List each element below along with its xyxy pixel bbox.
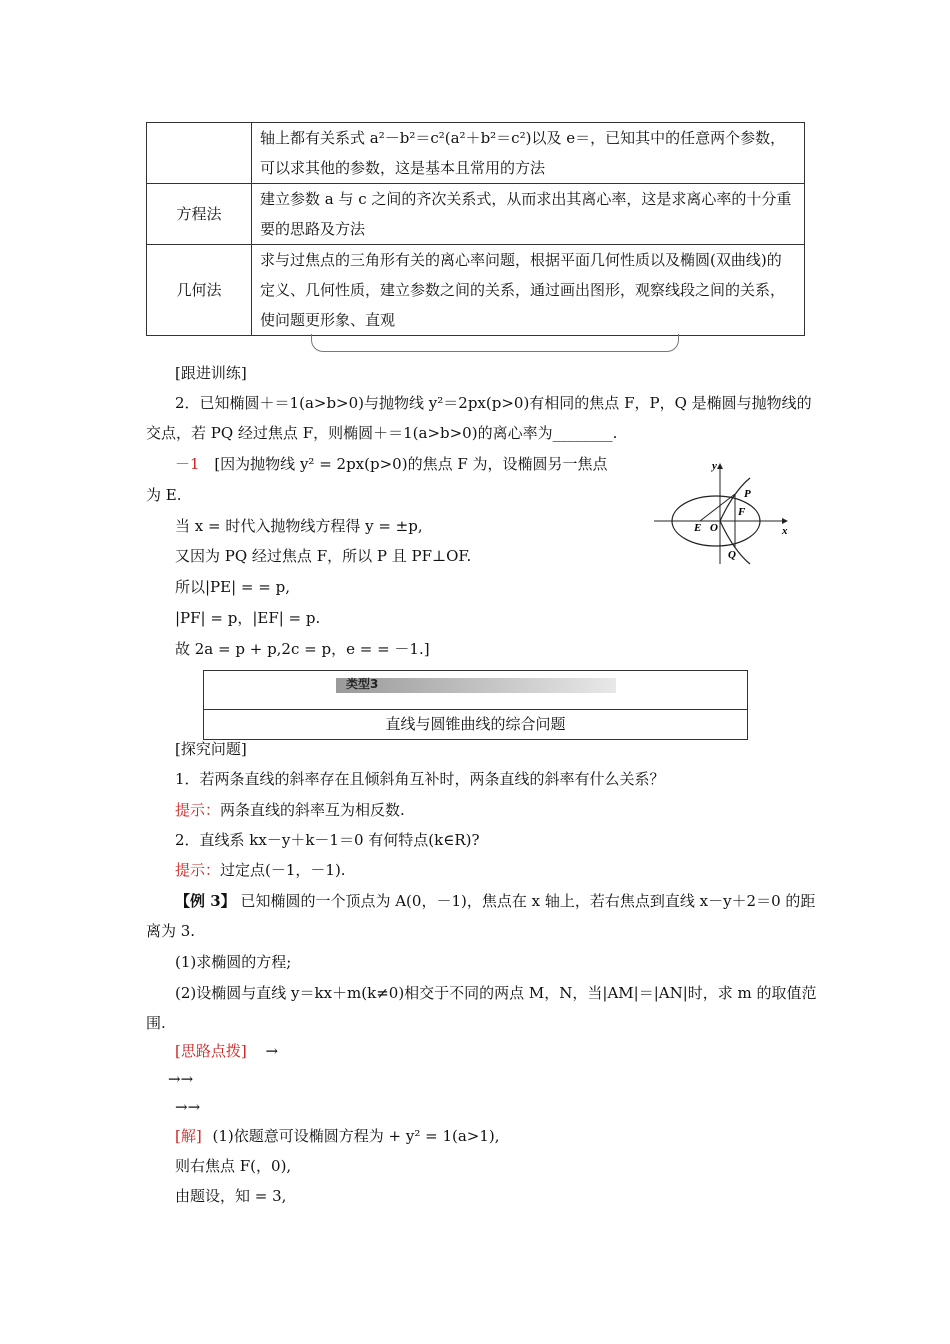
eccentricity-methods-table (146, 122, 805, 336)
hint-arrow-row-1: →→ (168, 1070, 194, 1088)
method-name: 方程法 (147, 184, 252, 245)
example-label: 【例 3】 (175, 892, 236, 910)
hint-arrow-row-2: →→ (175, 1098, 201, 1116)
figure-label-p: P (744, 488, 751, 500)
solution-line-2: 则右焦点 F(，0), (175, 1157, 292, 1175)
example-part-1: (1)求椭圆的方程; (175, 953, 292, 971)
method-name: 几何法 (147, 245, 252, 336)
figure-label-f: F (738, 506, 746, 518)
example-text: 已知椭圆的一个顶点为 A(0，－1)，焦点在 x 轴上，若右焦点到直线 x－y＋2＝0 的距离为 3. (146, 892, 816, 940)
practice-heading: [跟进训练] (175, 364, 247, 382)
practice-solution-line-1 (175, 449, 608, 479)
example-part-2: (2)设椭圆与直线 y＝kx＋m(k≠0)相交于不同的两点 M，N，当|AM|＝|AN|时，求 m 的取值范围. (146, 984, 817, 1032)
x-axis-arrow (782, 518, 788, 524)
hint-label: 提示： (175, 801, 221, 819)
figure-label-e: E (694, 522, 702, 534)
hint-text: 过定点(－1，－1). (220, 861, 346, 879)
practice-answer: －1 (175, 455, 200, 473)
explore-question-1: 1．若两条直线的斜率存在且倾斜角互补时，两条直线的斜率有什么关系？ (175, 770, 665, 788)
figure-label-y: y (712, 460, 717, 472)
table-row (147, 123, 805, 184)
hint-text: 两条直线的斜率互为相反数. (220, 801, 405, 819)
segment-pe (700, 494, 735, 521)
explore-heading: [探究问题] (175, 740, 247, 758)
figure-label-o: O (710, 522, 718, 534)
table-bottom-bracket (311, 334, 679, 352)
explore-answer-1 (175, 795, 405, 825)
solution-text: (1)依题意可设椭圆方程为 + y² = 1(a>1), (212, 1127, 500, 1145)
practice-solution-line-4: 又因为 PQ 经过焦点 F，所以 P 且 PF⊥OF. (175, 547, 472, 565)
practice-solution-line-6: |PF| = p，|EF| = p. (175, 609, 321, 627)
type-section-box (203, 670, 748, 740)
method-desc: 求与过焦点的三角形有关的离心率问题，根据平面几何性质以及椭圆(双曲线)的定义、几何性质，建立参数之间的关系，通过画出图形，观察线段之间的关系，使问题更形象、直观 (252, 245, 805, 336)
solution-line-1 (175, 1121, 500, 1151)
table-row (147, 245, 805, 336)
method-desc: 轴上都有关系式 a²－b²＝c²(a²＋b²＝c²)以及 e＝，已知其中的任意两个参数，可以求其他的参数，这是基本且常用的方法 (252, 123, 805, 184)
method-desc: 建立参数 a 与 c 之间的齐次关系式，从而求出其离心率，这是求离心率的十分重要的思路及方法 (252, 184, 805, 245)
y-axis-arrow (717, 463, 723, 469)
type-tag: 类型3 (346, 677, 379, 691)
hint-arrow: → (265, 1042, 279, 1060)
solution-text: [因为抛物线 y² = 2px(p>0)的焦点 F 为，设椭圆另一焦点 (214, 455, 608, 473)
example-statement (146, 886, 818, 946)
figure-label-x: x (782, 525, 788, 537)
solution-line-3: 由题设，知 = 3, (175, 1187, 287, 1205)
figure-label-q: Q (728, 549, 736, 561)
explore-answer-2 (175, 855, 346, 885)
practice-solution-line-3: 当 x = 时代入抛物线方程得 y = ±p, (175, 517, 423, 535)
method-name (147, 123, 252, 184)
practice-solution-line-5: 所以|PE| = = p, (175, 578, 290, 596)
ellipse-parabola-figure (652, 456, 792, 566)
hint-label: 提示： (175, 861, 221, 879)
hint-line (175, 1036, 278, 1066)
type-title: 直线与圆锥曲线的综合问题 (385, 715, 566, 733)
practice-problem: 2．已知椭圆＋＝1(a>b>0)与抛物线 y²＝2px(p>0)有相同的焦点 F，P，Q 是椭圆与抛物线的交点，若 PQ 经过焦点 F，则椭圆＋＝1(a>b>0)的离心率为________. (146, 394, 812, 442)
hint-label: [思路点拨] (175, 1042, 247, 1060)
practice-solution-line-2: 为 E. (146, 486, 182, 504)
explore-question-2: 2．直线系 kx－y＋k－1＝0 有何特点(k∈R)? (175, 831, 480, 849)
practice-solution-line-7: 故 2a = p + p,2c = p，e = = －1.] (175, 640, 430, 658)
table-row (147, 184, 805, 245)
solution-label: [解] (175, 1127, 202, 1145)
